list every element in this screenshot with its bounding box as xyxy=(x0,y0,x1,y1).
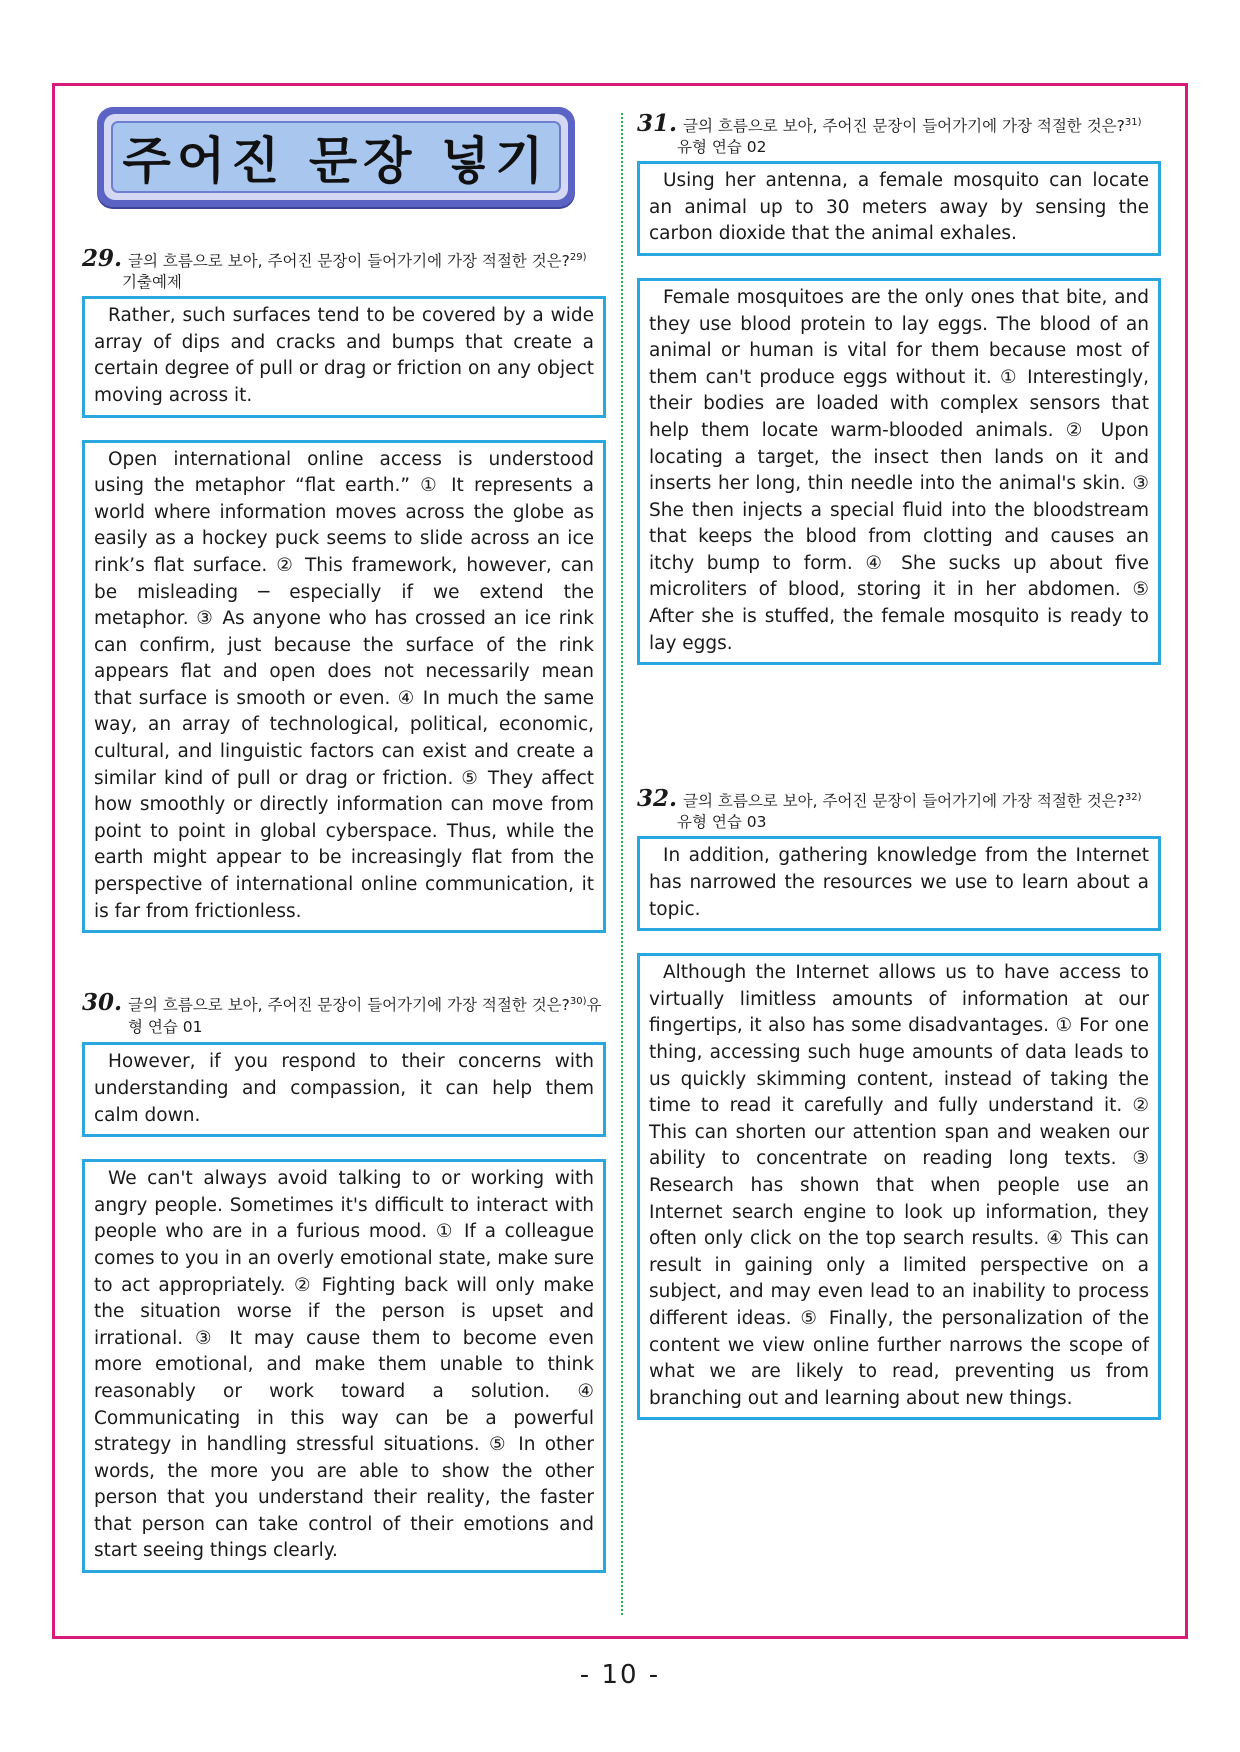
given-sentence-box xyxy=(82,296,606,417)
footnote-marker: 29) xyxy=(569,252,587,263)
question-prompt: 글의 흐름으로 보아, 주어진 문장이 들어가기에 가장 적절한 것은? xyxy=(128,252,570,271)
question-number: 29. xyxy=(82,245,123,272)
given-sentence-box xyxy=(82,1042,606,1137)
given-sentence: Using her antenna, a female mosquito can locate an animal up to 30 meters away by sensing the carbon dioxide that the animal exhales. xyxy=(649,170,1149,245)
passage-box xyxy=(637,278,1161,665)
left-column xyxy=(82,107,606,1573)
passage-text: Although the Internet allows us to have access to virtually limitless amounts of information at our fingertips, it also has some disadvantages. ① For one thing, accessing such huge amounts of data leads to us quickly skimming content, instead of taking the time to read it carefully and fully understand it. ② This can shorten our attention span and weaken our ability to concentrate on reading long texts. ③ Research has shown that when people use an Internet search engine to look up information, they often only click on the top search results. ④ This can result in gaining only a limited perspective on a subject, and may even lead to an inability to process different ideas. ⑤ Finally, the personalization of the content we view online further narrows the scope of what we are likely to read, preventing us from branching out and learning about new things. xyxy=(649,962,1149,1409)
given-sentence: Rather, such surfaces tend to be covered by a wide array of dips and cracks and bumps that create a certain degree of pull or drag or friction on any object moving across it. xyxy=(94,305,594,406)
passage-box xyxy=(82,1159,606,1573)
question-tag: 유형 연습 01 xyxy=(128,996,602,1037)
question-number: 32. xyxy=(637,785,678,813)
question-prompt: 글의 흐름으로 보아, 주어진 문장이 들어가기에 가장 적절한 것은? xyxy=(683,117,1125,136)
question-prompt: 글의 흐름으로 보아, 주어진 문장이 들어가기에 가장 적절한 것은? xyxy=(128,996,570,1015)
given-sentence-box xyxy=(637,161,1161,256)
column-divider xyxy=(621,113,623,1615)
question-tag: 유형 연습 02 xyxy=(677,138,767,157)
given-sentence-box xyxy=(637,836,1161,931)
passage-text: Open international online access is understood using the metaphor “flat earth.” ① It represents a world where information moves across the globe as easily as a hockey puck seems to slide across an ice rink’s flat surface. ② This framework, however, can be misleading ─ especially if we extend the metaphor. ③ As anyone who has crossed an ice rink can confirm, just because the surface of the rink appears flat and open does not necessarily mean that surface is smooth or even. ④ In much the same way, an array of technological, political, economic, cultural, and linguistic factors can exist and create a similar kind of pull or drag or friction. ⑤ They affect how smoothly or directly information can move from point to point in global cyberspace. Thus, while the earth might appear to be increasingly flat from the perspective of international online communication, it is far from frictionless. xyxy=(94,448,594,922)
question-prompt: 글의 흐름으로 보아, 주어진 문장이 들어가기에 가장 적절한 것은? xyxy=(683,792,1125,811)
passage-box xyxy=(82,440,606,934)
page-number: - 10 - xyxy=(579,1660,661,1690)
question-tag: 유형 연습 03 xyxy=(677,813,767,832)
question-tag: 기출예제 xyxy=(122,273,182,292)
passage-text: Female mosquitoes are the only ones that bite, and they use blood protein to lay eggs. The blood of an animal or human is vital for them because most of them can't produce eggs without it. ① Interestingly, their bodies are loaded with complex sensors that help them locate warm-blooded animals. ② Upon locating a target, the insect then lands on it and inserts her long, thin needle into the animal's skin. ③ She then injects a special fluid into the bloodstream that keeps the blood from clotting and causes an itchy bump to form. ④ She sucks up about five microliters of blood, storing it in her abdomen. ⑤ After she is stuffed, the female mosquito is ready to lay eggs. xyxy=(649,286,1149,654)
question-30 xyxy=(82,991,606,1573)
footnote-marker: 31) xyxy=(1124,117,1142,128)
page-title: 주어진 문장 넣기 xyxy=(122,132,550,190)
passage-box xyxy=(637,953,1161,1420)
right-column xyxy=(637,112,1161,1420)
passage-text: We can't always avoid talking to or working with angry people. Sometimes it's difficult to interact with people who are in a furious mood. ① If a colleague comes to you in an overly emotional state, make sure to act appropriately. ② Fighting back will only make the situation worse if the person is upset and irrational. ③ It may cause them to become even more emotional, and make them unable to think reasonably or work toward a solution. ④ Communicating in this way can be a powerful strategy in handling stressful situations. ⑤ In other words, the more you are able to show the other person that you understand their reality, the faster that person can take control of their emotions and start seeing things clearly. xyxy=(94,1168,594,1562)
footnote-marker: 30) xyxy=(569,996,587,1008)
given-sentence: In addition, gathering knowledge from the Internet has narrowed the resources we use to learn about a topic. xyxy=(649,845,1149,920)
question-29 xyxy=(82,247,606,933)
question-31 xyxy=(637,112,1161,665)
question-32 xyxy=(637,787,1161,1420)
given-sentence: However, if you respond to their concerns with understanding and compassion, it can help them calm down. xyxy=(94,1051,594,1126)
footnote-marker: 32) xyxy=(1124,792,1142,804)
title-banner xyxy=(97,107,575,207)
question-number: 30. xyxy=(82,989,123,1017)
question-number: 31. xyxy=(637,110,678,137)
